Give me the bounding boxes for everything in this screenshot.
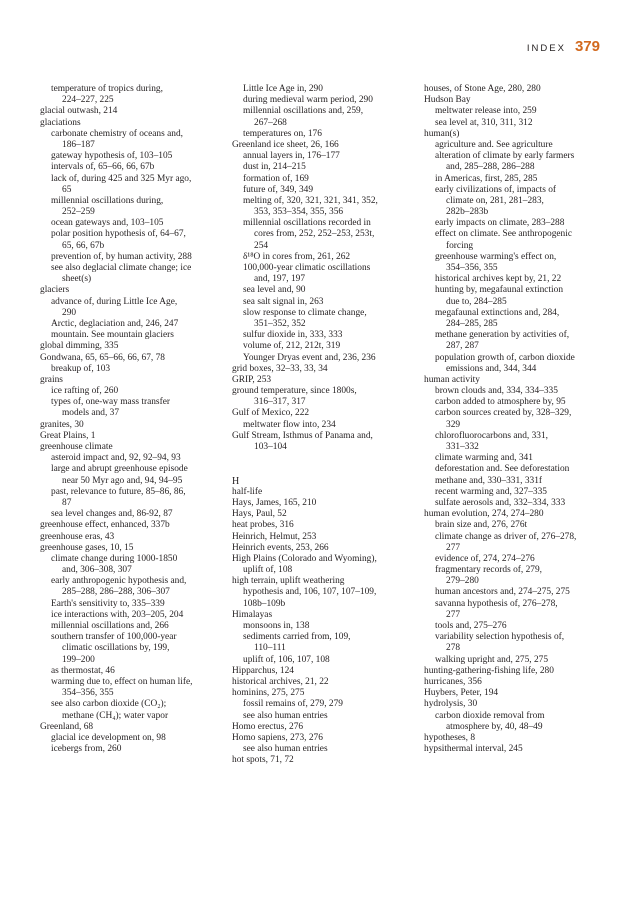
blank-line <box>232 464 412 475</box>
index-entry: emissions and, 344, 344 <box>446 363 537 374</box>
index-entry: temperature of tropics during, <box>51 84 163 94</box>
index-entry: hunting-gathering-fishing life, 280 <box>424 665 554 676</box>
index-entry: mountain. See mountain glaciers <box>51 330 174 341</box>
index-entry: walking upright and, 275, 275 <box>435 654 549 665</box>
index-entry: sediments carried from, 109, <box>243 632 351 643</box>
index-entry: dust in, 214–215 <box>243 162 306 173</box>
index-entry: Gulf of Mexico, 222 <box>232 408 310 419</box>
index-entry: 100,000-year climatic oscillations <box>243 263 371 273</box>
index-entry: early anthropogenic hypothesis and, <box>51 576 187 587</box>
index-entry: variability selection hypothesis of, <box>435 632 565 643</box>
index-entry: during medieval warm period, 290 <box>243 95 373 106</box>
index-entry: granites, 30 <box>40 419 84 430</box>
index-entry: hydrolysis, 30 <box>424 699 478 710</box>
blank-line <box>232 453 412 464</box>
index-entry: glacial outwash, 214 <box>40 106 118 117</box>
index-entry: 279–280 <box>446 576 479 587</box>
index-entry: cores from, 252, 252–253, 253t, <box>254 229 375 240</box>
index-entry: millennial oscillations recorded in <box>243 218 371 229</box>
index-entry: Arctic, deglaciation and, 246, 247 <box>51 318 179 329</box>
index-entry: greenhouse eras, 43 <box>40 531 115 542</box>
index-entry: prevention of, by human activity, 288 <box>51 251 192 262</box>
index-entry: Great Plains, 1 <box>40 430 96 441</box>
index-entry: ground temperature, since 1800s, <box>232 386 357 397</box>
index-entry: and, 197, 197 <box>254 274 306 285</box>
index-entry: past, relevance to future, 85–86, 86, <box>51 486 186 497</box>
index-entry: early impacts on climate, 283–288 <box>435 218 565 229</box>
index-entry: and, 285–288, 286–288 <box>446 162 535 173</box>
index-entry: Hays, James, 165, 210 <box>232 497 317 508</box>
index-entry: greenhouse warming's effect on, <box>435 251 557 262</box>
index-entry: sulfur dioxide in, 333, 333 <box>243 330 343 341</box>
index-entry: 284–285, 285 <box>446 318 498 329</box>
index-entry: 224–227, 225 <box>62 95 114 106</box>
index-entry: fossil remains of, 279, 279 <box>243 699 343 710</box>
index-entry: greenhouse climate <box>40 442 113 452</box>
index-entry: half-life <box>232 486 263 497</box>
index-entry: 277 <box>446 609 461 620</box>
index-entry: in Americas, first, 285, 285 <box>435 173 538 184</box>
index-entry: warming due to, effect on human life, <box>51 676 193 687</box>
index-entry: as thermostat, 46 <box>51 665 115 676</box>
index-entry: glacial ice development on, 98 <box>51 732 166 743</box>
index-entry: polar position hypothesis of, 64–67, <box>51 229 186 240</box>
index-entry: climate change as driver of, 276–278, <box>435 531 577 542</box>
index-entry: hunting by, megafaunal extinction <box>435 285 564 296</box>
index-entry: chlorofluorocarbons and, 331, <box>435 430 548 441</box>
section-letter: H <box>232 475 240 487</box>
index-entry: tools and, 275–276 <box>435 621 507 631</box>
index-entry: annual layers in, 176–177 <box>243 151 340 162</box>
index-entry: population growth of, carbon dioxide <box>435 352 575 363</box>
index-entry: 331–332 <box>446 442 479 452</box>
index-entry: 108b–109b <box>243 598 286 609</box>
index-entry: 254 <box>254 240 269 251</box>
index-entry: fragmentary records of, 279, <box>435 565 542 576</box>
index-entry: see also deglacial climate change; ice <box>51 263 192 273</box>
index-entry: 290 <box>62 307 77 318</box>
index-entry: houses, of Stone Age, 280, 280 <box>424 84 541 94</box>
index-entry: evidence of, 274, 274–276 <box>435 553 535 564</box>
index-entry: methane (CH₄); water vapor <box>62 710 169 721</box>
index-entry: ice rafting of, 260 <box>51 386 119 397</box>
index-entry: GRIP, 253 <box>232 374 272 385</box>
page-number: 379 <box>574 38 600 55</box>
index-entry: 353, 353–354, 355, 356 <box>254 207 344 218</box>
index-entry: alteration of climate by early farmers <box>435 151 575 162</box>
index-entry: due to, 284–285 <box>446 296 507 307</box>
index-entry: Himalayas <box>232 609 273 620</box>
index-entry: agriculture and. See agriculture <box>435 139 553 150</box>
index-entry: historical archives, 21, 22 <box>232 676 329 687</box>
index-entry: 199–200 <box>62 654 95 665</box>
index-entry: icebergs from, 260 <box>51 744 122 755</box>
index-entry: carbon sources created by, 328–329, <box>435 408 572 419</box>
index-entry: 103–104 <box>254 442 287 452</box>
index-entry: climate warming and, 341 <box>435 453 533 464</box>
index-entry: 354–356, 355 <box>62 688 114 699</box>
index-entry: glaciations <box>40 117 81 128</box>
index-entry: Gondwana, 65, 65–66, 66, 67, 78 <box>40 352 165 363</box>
index-entry: large and abrupt greenhouse episode <box>51 464 188 475</box>
index-entry: sea level at, 310, 311, 312 <box>435 117 533 128</box>
index-column-3 <box>424 84 604 755</box>
index-entry: carbon dioxide removal from <box>435 710 545 721</box>
index-entry: 316–317, 317 <box>254 397 306 408</box>
index-entry: monsoons in, 138 <box>243 621 310 631</box>
index-entry: greenhouse gases, 10, 15 <box>40 542 134 553</box>
index-entry: 277 <box>446 542 461 553</box>
index-entry: 65 <box>62 184 72 195</box>
index-entry: hypothesis and, 106, 107, 107–109, <box>243 587 377 598</box>
index-entry: gateway hypothesis of, 103–105 <box>51 151 173 162</box>
index-column-2 <box>232 84 412 766</box>
index-entry: lack of, during 425 and 325 Myr ago, <box>51 173 192 184</box>
index-entry: δ¹⁸O in cores from, 261, 262 <box>243 251 351 262</box>
index-entry: 287, 287 <box>446 341 479 352</box>
index-entry: 285–288, 286–288, 306–307 <box>62 587 170 598</box>
index-entry: atmosphere by, 40, 48–49 <box>446 721 543 732</box>
index-entry: Hudson Bay <box>424 95 471 106</box>
index-entry: sea level changes and, 86-92, 87 <box>51 509 173 520</box>
index-entry: sulfate aerosols and, 332–334, 333 <box>435 497 566 508</box>
index-entry: Huybers, Peter, 194 <box>424 688 499 699</box>
index-entry: effect on climate. See anthropogenic <box>435 229 573 240</box>
index-entry: High Plains (Colorado and Wyoming), <box>232 553 377 564</box>
index-entry: millennial oscillations during, <box>51 195 164 206</box>
index-entry: Heinrich events, 253, 266 <box>232 542 329 553</box>
index-entry: early civilizations of, impacts of <box>435 184 557 195</box>
index-entry: Greenland ice sheet, 26, 166 <box>232 139 339 150</box>
index-entry: heat probes, 316 <box>232 520 294 531</box>
index-entry: volume of, 212, 212t, 319 <box>243 341 341 352</box>
index-entry: meltwater flow into, 234 <box>243 419 336 430</box>
index-entry: 186–187 <box>62 139 95 150</box>
index-entry: Gulf Stream, Isthmus of Panama and, <box>232 430 373 441</box>
index-entry: 267–268 <box>254 117 287 128</box>
index-entry: formation of, 169 <box>243 173 309 184</box>
index-entry: Heinrich, Helmut, 253 <box>232 531 317 542</box>
index-entry: near 50 Myr ago and, 94, 94–95 <box>62 475 183 486</box>
index-entry: climatic oscillations by, 199, <box>62 643 170 654</box>
index-entry: hominins, 275, 275 <box>232 688 305 699</box>
index-entry: recent warming and, 327–335 <box>435 486 547 497</box>
index-entry: Younger Dryas event and, 236, 236 <box>243 352 376 363</box>
index-entry: models and, 37 <box>62 408 120 419</box>
running-header <box>527 38 600 58</box>
index-entry: deforestation and. See deforestation <box>435 464 570 475</box>
index-entry: 278 <box>446 643 461 654</box>
index-entry: brown clouds and, 334, 334–335 <box>435 386 558 397</box>
index-entry: human evolution, 274, 274–280 <box>424 509 544 520</box>
index-entry: climate on, 281, 281–283, <box>446 195 544 206</box>
index-entry: asteroid impact and, 92, 92–94, 93 <box>51 453 181 464</box>
index-entry: historical archives kept by, 21, 22 <box>435 274 562 285</box>
index-entry: Homo erectus, 276 <box>232 721 304 732</box>
index-entry: uplift of, 108 <box>243 565 293 576</box>
index-entry: slow response to climate change, <box>243 307 367 318</box>
index-entry: 87 <box>62 497 72 508</box>
index-entry: 110–111 <box>254 643 286 654</box>
index-entry: grains <box>40 374 63 385</box>
index-entry: millennial oscillations and, 259, <box>243 106 364 117</box>
index-entry: climate change during 1000-1850 <box>51 553 178 564</box>
index-entry: 351–352, 352 <box>254 318 306 329</box>
index-entry: types of, one-way mass transfer <box>51 397 170 408</box>
index-header-label: INDEX <box>526 43 566 54</box>
index-entry: hypotheses, 8 <box>424 732 476 743</box>
index-entry: high terrain, uplift weathering <box>232 576 345 587</box>
index-entry: sheet(s) <box>62 274 92 285</box>
index-entry: ocean gateways and, 103–105 <box>51 218 164 229</box>
index-entry: southern transfer of 100,000-year <box>51 632 177 643</box>
index-entry: Greenland, 68 <box>40 721 94 732</box>
index-entry: intervals of, 65–66, 66, 67b <box>51 162 155 173</box>
index-entry: glaciers <box>40 285 70 296</box>
index-entry: hot spots, 71, 72 <box>232 755 294 766</box>
index-entry: human activity <box>424 374 480 385</box>
index-entry: carbonate chemistry of oceans and, <box>51 128 183 139</box>
index-entry: 252–259 <box>62 207 95 218</box>
index-entry: global dimming, 335 <box>40 341 119 352</box>
index-entry: sea salt signal in, 263 <box>243 296 324 307</box>
index-entry: and, 306–308, 307 <box>62 565 132 576</box>
index-entry: 354–356, 355 <box>446 263 498 273</box>
index-entry: 329 <box>446 419 461 430</box>
index-entry: temperatures on, 176 <box>243 128 322 139</box>
index-entry: ice interactions with, 203–205, 204 <box>51 609 184 620</box>
index-entry: sea level and, 90 <box>243 285 306 296</box>
index-entry: meltwater release into, 259 <box>435 106 537 117</box>
index-entry: grid boxes, 32–33, 33, 34 <box>232 363 328 374</box>
index-entry: 65, 66, 67b <box>62 240 105 251</box>
index-entry: melting of, 320, 321, 321, 341, 352, <box>243 195 378 206</box>
index-entry: savanna hypothesis of, 276–278, <box>435 598 558 609</box>
index-entry: future of, 349, 349 <box>243 184 314 195</box>
index-entry: see also human entries <box>243 744 328 755</box>
index-entry: megafaunal extinctions and, 284, <box>435 307 560 318</box>
index-entry: hurricanes, 356 <box>424 676 482 687</box>
index-entry: millennial oscillations and, 266 <box>51 621 169 631</box>
index-entry: uplift of, 106, 107, 108 <box>243 654 330 665</box>
index-entry: Hays, Paul, 52 <box>232 509 287 520</box>
index-entry: brain size and, 276, 276t <box>435 520 528 531</box>
index-entry: Hipparchus, 124 <box>232 665 294 676</box>
index-entry: human(s) <box>424 128 460 139</box>
index-entry: carbon added to atmosphere by, 95 <box>435 397 566 408</box>
index-entry: methane generation by activities of, <box>435 330 570 341</box>
index-entry: hypsithermal interval, 245 <box>424 744 523 755</box>
index-entry: methane and, 330–331, 331f <box>435 475 543 486</box>
index-column-1 <box>40 84 220 755</box>
index-entry: see also human entries <box>243 710 328 721</box>
index-entry: see also carbon dioxide (CO₂); <box>51 699 167 710</box>
index-entry: Earth's sensitivity to, 335–339 <box>51 598 165 609</box>
index-entry: breakup of, 103 <box>51 363 111 374</box>
index-entry: human ancestors and, 274–275, 275 <box>435 587 570 598</box>
index-entry: advance of, during Little Ice Age, <box>51 296 178 307</box>
index-entry: forcing <box>446 240 474 251</box>
index-entry: Little Ice Age in, 290 <box>243 84 323 94</box>
index-entry: greenhouse effect, enhanced, 337b <box>40 520 170 531</box>
index-entry: Homo sapiens, 273, 276 <box>232 732 323 743</box>
index-entry: 282b–283b <box>446 207 489 218</box>
